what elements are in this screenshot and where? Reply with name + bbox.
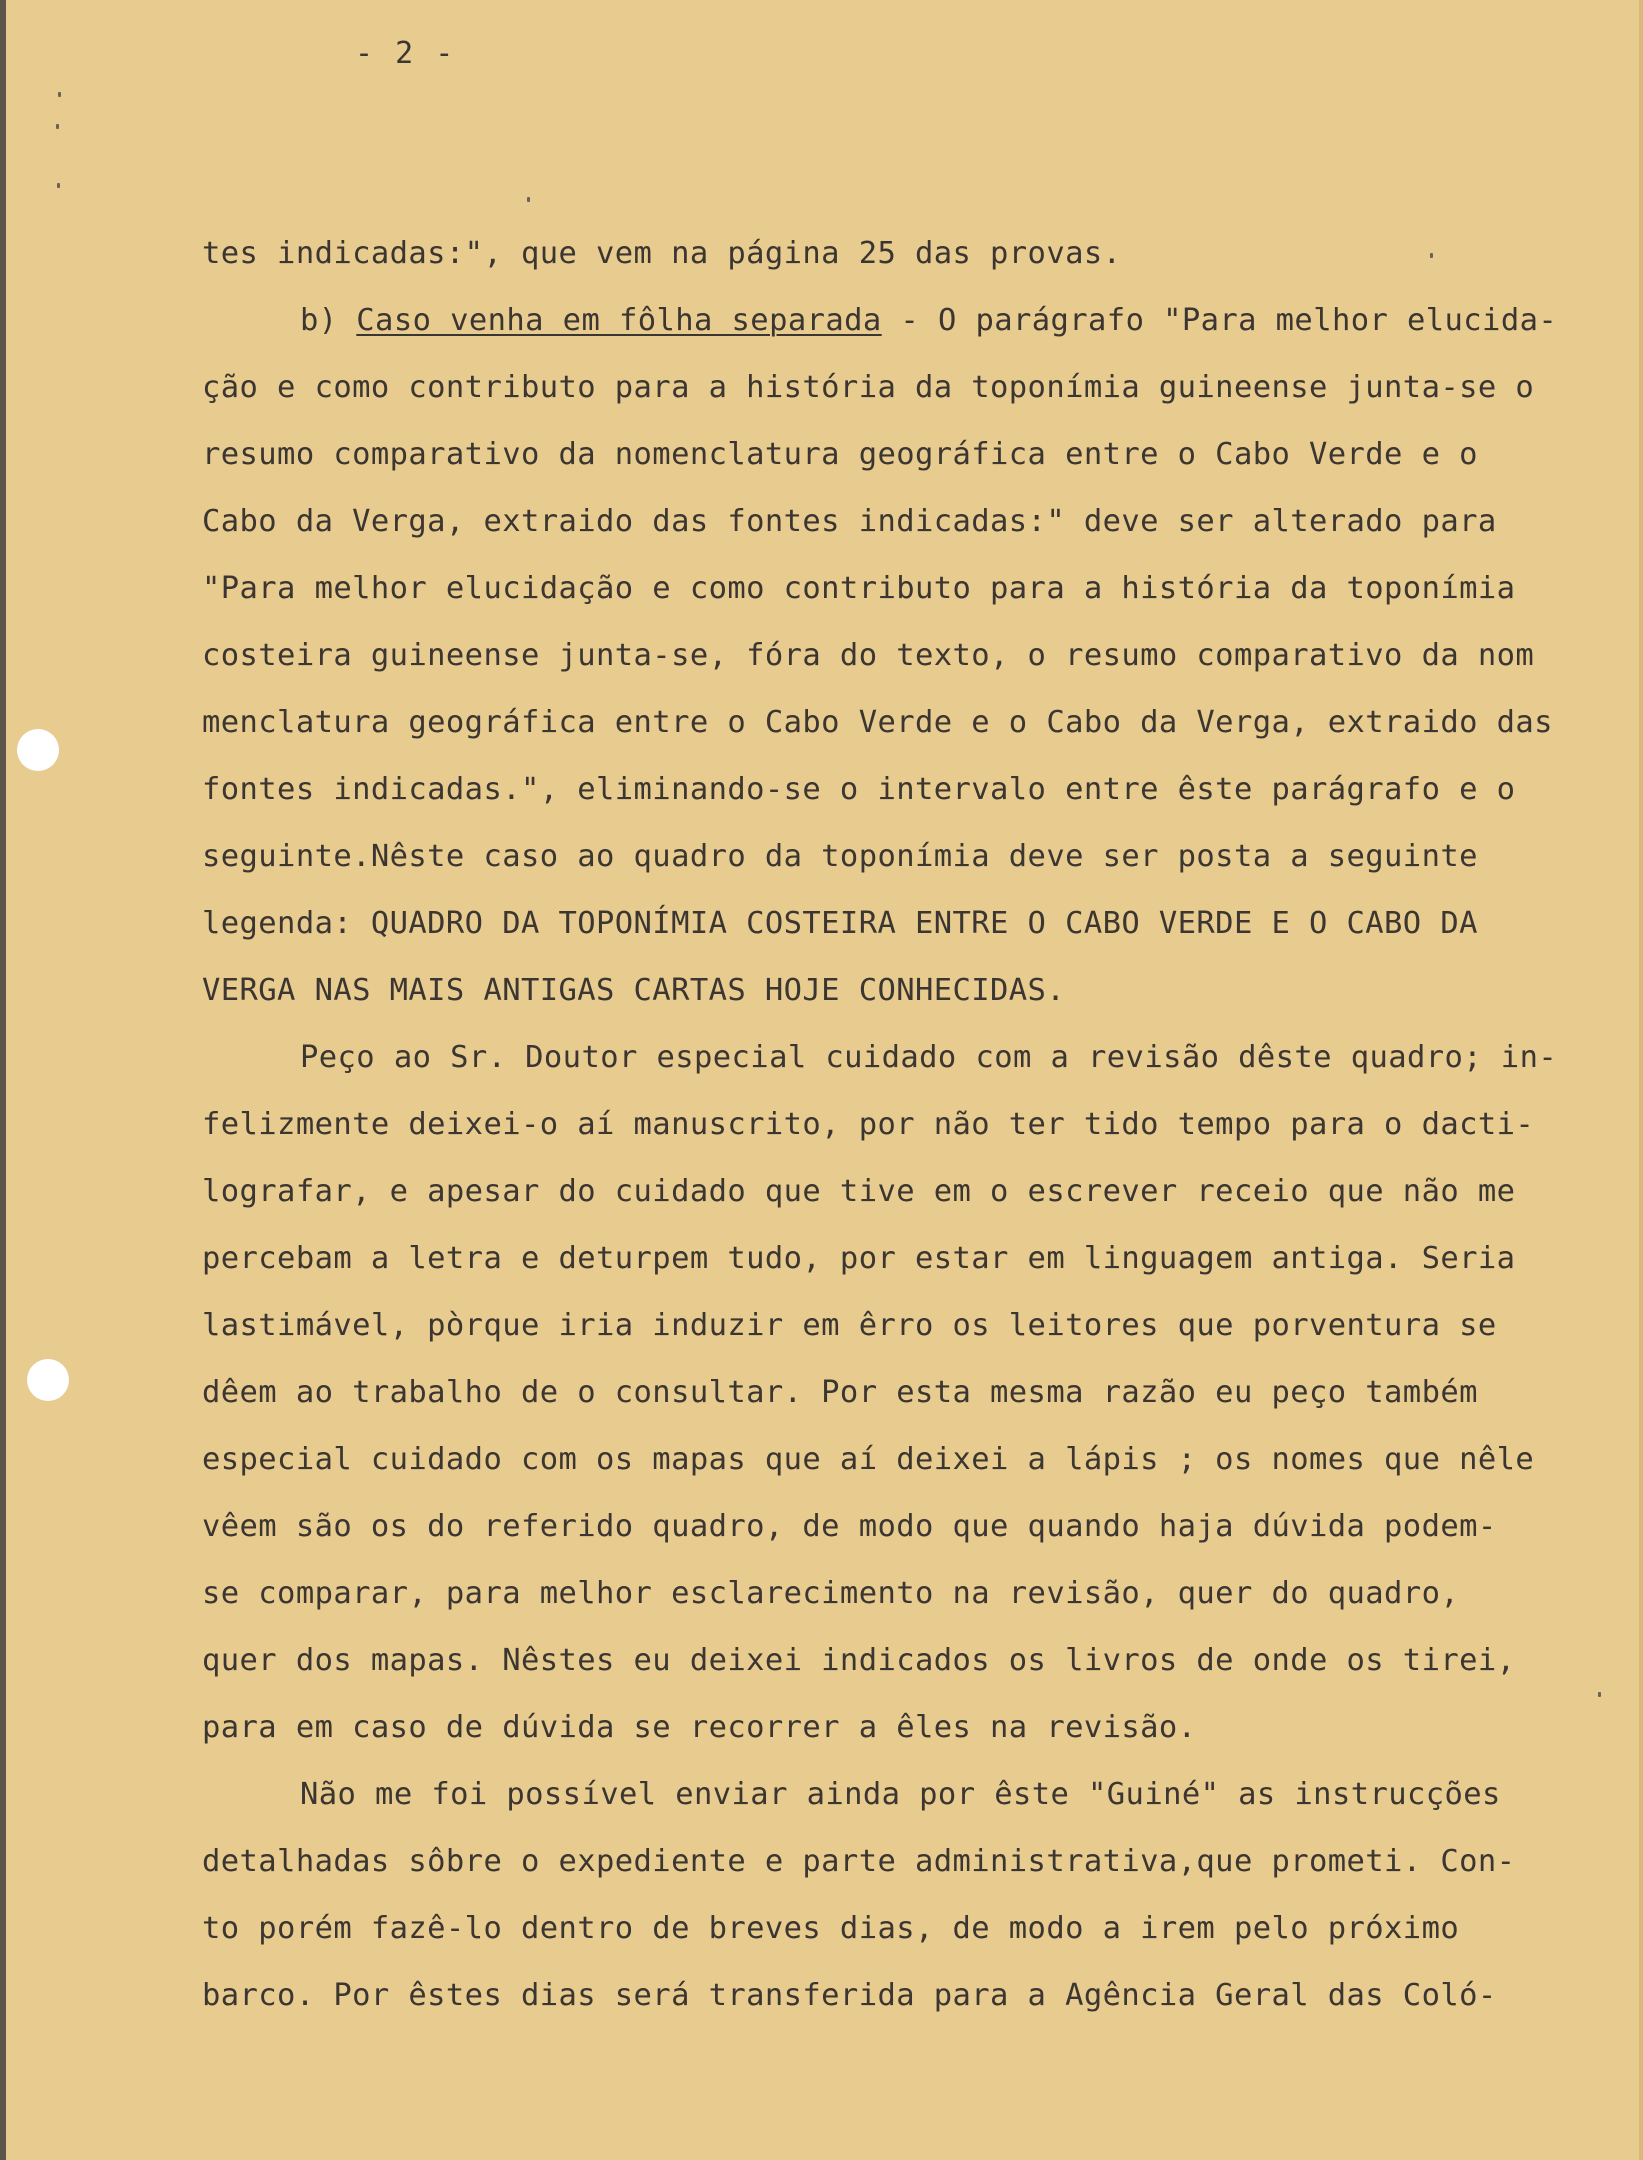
text-line: quer dos mapas. Nêstes eu deixei indicados os livros de onde os tirei, [202, 1643, 1516, 1678]
text-line: Não me foi possível enviar ainda por êste "Guiné" as instrucções [300, 1777, 1501, 1812]
text-line: lastimável, pòrque iria induzir em êrro os leitores que porventura se [202, 1308, 1497, 1343]
text-line: Cabo da Verga, extraido das fontes indicadas:" deve ser alterado para [202, 504, 1497, 539]
paper-speck [1598, 1692, 1601, 1697]
text-line: percebam a letra e deturpem tudo, por estar em linguagem antiga. Seria [202, 1241, 1516, 1276]
text-line: VERGA NAS MAIS ANTIGAS CARTAS HOJE CONHECIDAS. [202, 973, 1066, 1008]
text-line: to porém fazê-lo dentro de breves dias, de modo a irem pelo próximo [202, 1911, 1460, 1946]
underlined-heading: Caso venha em fôlha separada [356, 303, 882, 338]
item-marker: b) [300, 303, 357, 338]
text-line: menclatura geográfica entre o Cabo Verde e o Cabo da Verga, extraido das [202, 705, 1553, 740]
paper-speck [527, 197, 530, 202]
text-line: seguinte.Nêste caso ao quadro da toponímia deve ser posta a seguinte [202, 839, 1478, 874]
text-line: Peço ao Sr. Doutor especial cuidado com a revisão dêste quadro; in- [300, 1040, 1558, 1075]
text-line: ção e como contributo para a história da toponímia guineense junta-se o [202, 370, 1535, 405]
text-line: "Para melhor elucidação e como contributo para a história da toponímia [202, 571, 1516, 606]
text-line: lografar, e apesar do cuidado que tive em o escrever receio que não me [202, 1174, 1516, 1209]
paper-speck [57, 183, 60, 188]
text-line: fontes indicadas.", eliminando-se o intervalo entre êste parágrafo e o [202, 772, 1516, 807]
text-line: se comparar, para melhor esclarecimento na revisão, quer do quadro, [202, 1576, 1460, 1611]
paper-speck [56, 124, 59, 129]
text-line: felizmente deixei-o aí manuscrito, por não ter tido tempo para o dacti- [202, 1107, 1535, 1142]
text-line: barco. Por êstes dias será transferida para a Agência Geral das Coló- [202, 1978, 1497, 2013]
line-continuation: - O parágrafo "Para melhor elucida- [881, 303, 1558, 338]
paper-speck [58, 92, 61, 97]
text-line: resumo comparativo da nomenclatura geográfica entre o Cabo Verde e o [202, 437, 1478, 472]
punch-hole [17, 729, 59, 771]
text-line: vêem são os do referido quadro, de modo que quando haja dúvida podem- [202, 1509, 1497, 1544]
text-line [300, 303, 1557, 338]
paper-speck [1430, 253, 1433, 258]
text-line: especial cuidado com os mapas que aí deixei a lápis ; os nomes que nêle [202, 1442, 1535, 1477]
page-number: - 2 - [355, 36, 456, 71]
text-line: legenda: QUADRO DA TOPONÍMIA COSTEIRA ENTRE O CABO VERDE E O CABO DA [202, 906, 1478, 941]
text-line: detalhadas sôbre o expediente e parte administrativa,que prometi. Con- [202, 1844, 1516, 1879]
text-line: para em caso de dúvida se recorrer a êles na revisão. [202, 1710, 1197, 1745]
text-line: dêem ao trabalho de o consultar. Por esta mesma razão eu peço também [202, 1375, 1478, 1410]
text-line: tes indicadas:", que vem na página 25 das provas. [202, 236, 1122, 271]
punch-hole [27, 1359, 69, 1401]
text-line: costeira guineense junta-se, fóra do texto, o resumo comparativo da nom [202, 638, 1535, 673]
